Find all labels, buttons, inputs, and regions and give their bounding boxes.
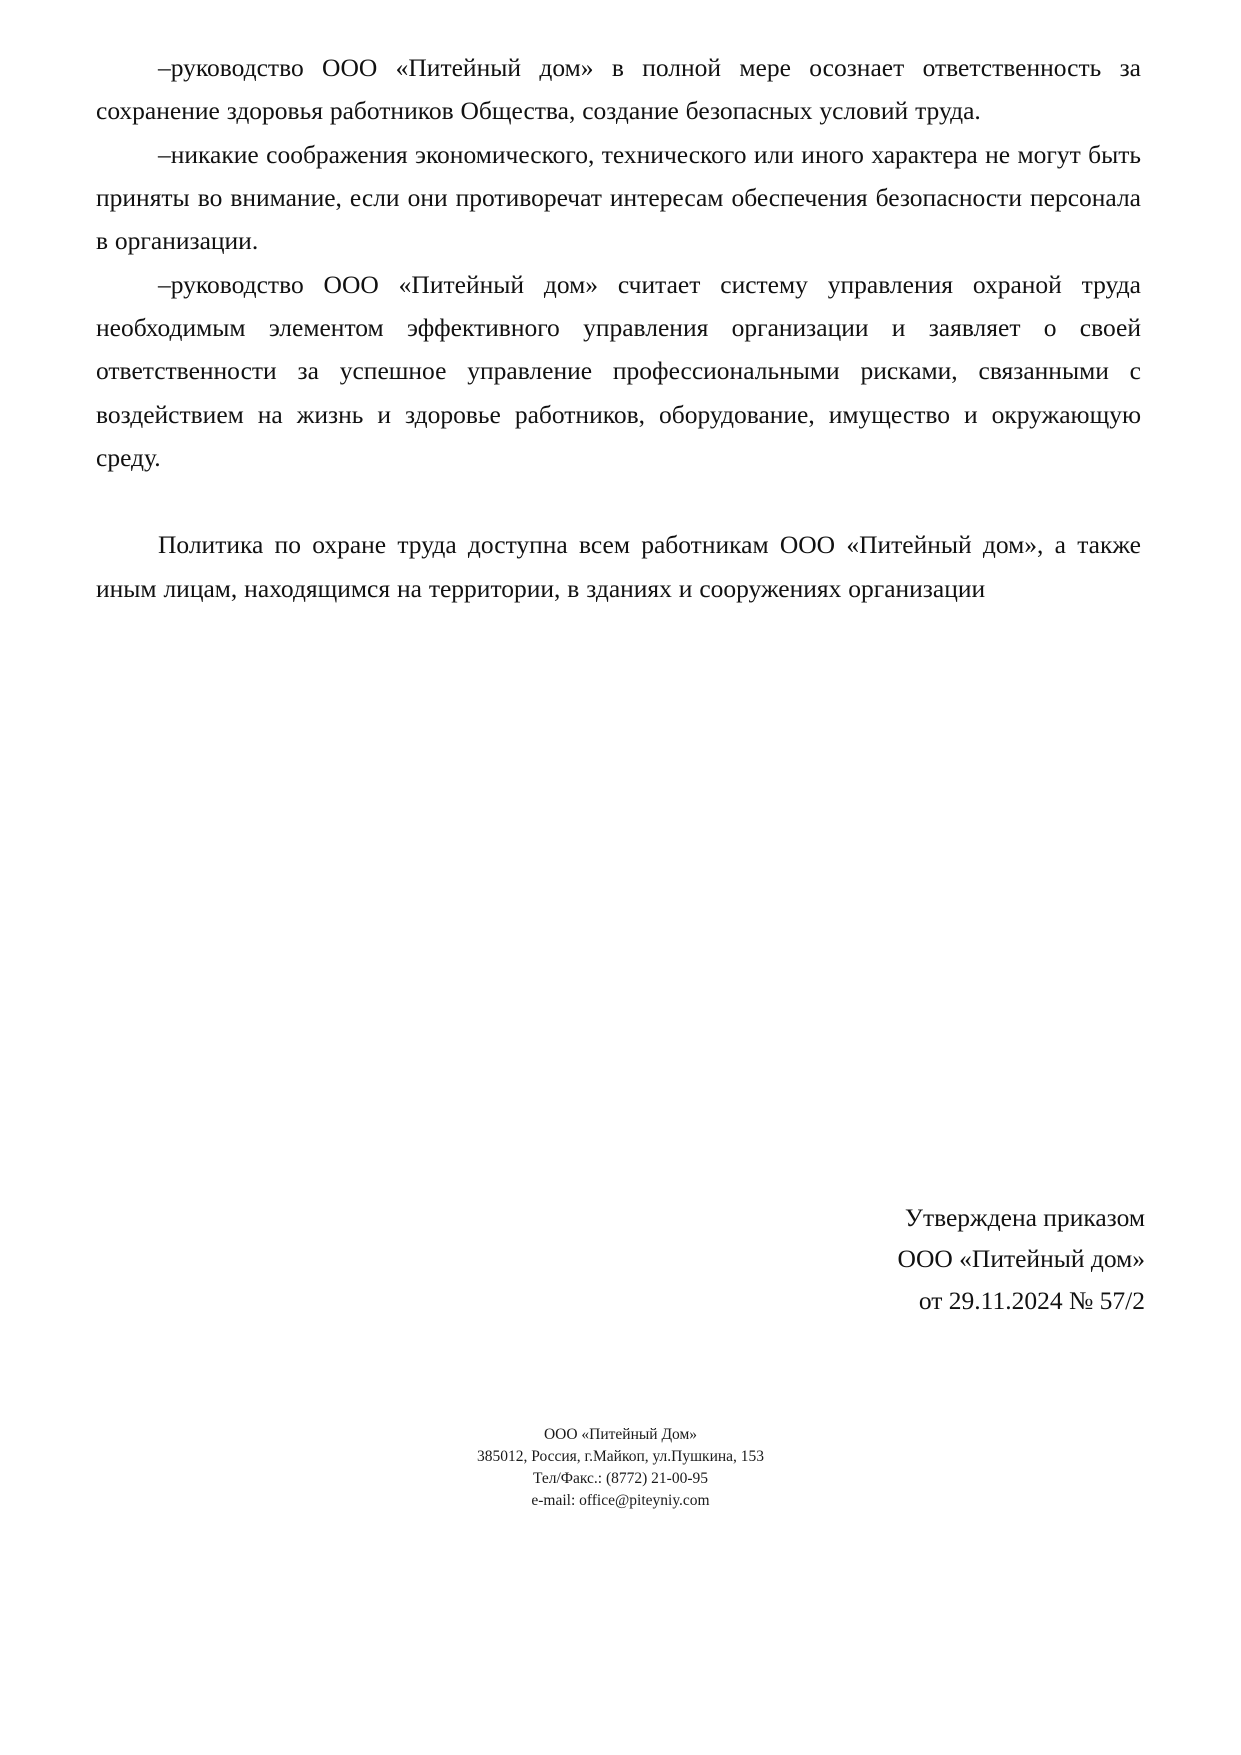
page-footer xyxy=(0,1424,1241,1512)
paragraph-no-considerations: –никакие соображения экономического, технического или иного характера не могут быть приняты во внимание, если они противоречат интересам обеспечения безопасности персонала в организации. xyxy=(96,139,1141,256)
approval-block xyxy=(625,1197,1145,1321)
paragraph-spacer xyxy=(96,479,1141,523)
paragraph-management-system: –руководство ООО «Питейный дом» считает систему управления охраной труда необходимым элементом эффективного управления организации и заявляет о своей ответственности за успешное управление профессиональными рисками, связанными с воздействием на жизнь и здоровье работников, оборудование, имущество и окружающую среду. xyxy=(96,269,1141,473)
footer-phone: Тел/Факс.: (8772) 21-00-95 xyxy=(532,1470,709,1487)
footer-email: e-mail: office@piteyniy.com xyxy=(531,1492,710,1509)
approval-line-approved-by-order: Утверждена приказом xyxy=(904,1203,1145,1232)
paragraph-responsibility: –руководство ООО «Питейный дом» в полной мере осознает ответственность за сохранение здоровья работников Общества, создание безопасных условий труда. xyxy=(96,53,1141,126)
paragraph-policy-availability: Политика по охране труда доступна всем работникам ООО «Питейный дом», а также иным лицам, находящимся на территории, в зданиях и сооружениях организации xyxy=(96,530,1141,603)
approval-line-order-number: от 29.11.2024 № 57/2 xyxy=(918,1285,1145,1315)
footer-address: 385012, Россия, г.Майкоп, ул.Пушкина, 153 xyxy=(476,1448,765,1465)
approval-line-company: ООО «Питейный дом» xyxy=(897,1244,1145,1274)
footer-company-name: ООО «Питейный Дом» xyxy=(543,1426,698,1443)
document-body xyxy=(96,46,1141,610)
